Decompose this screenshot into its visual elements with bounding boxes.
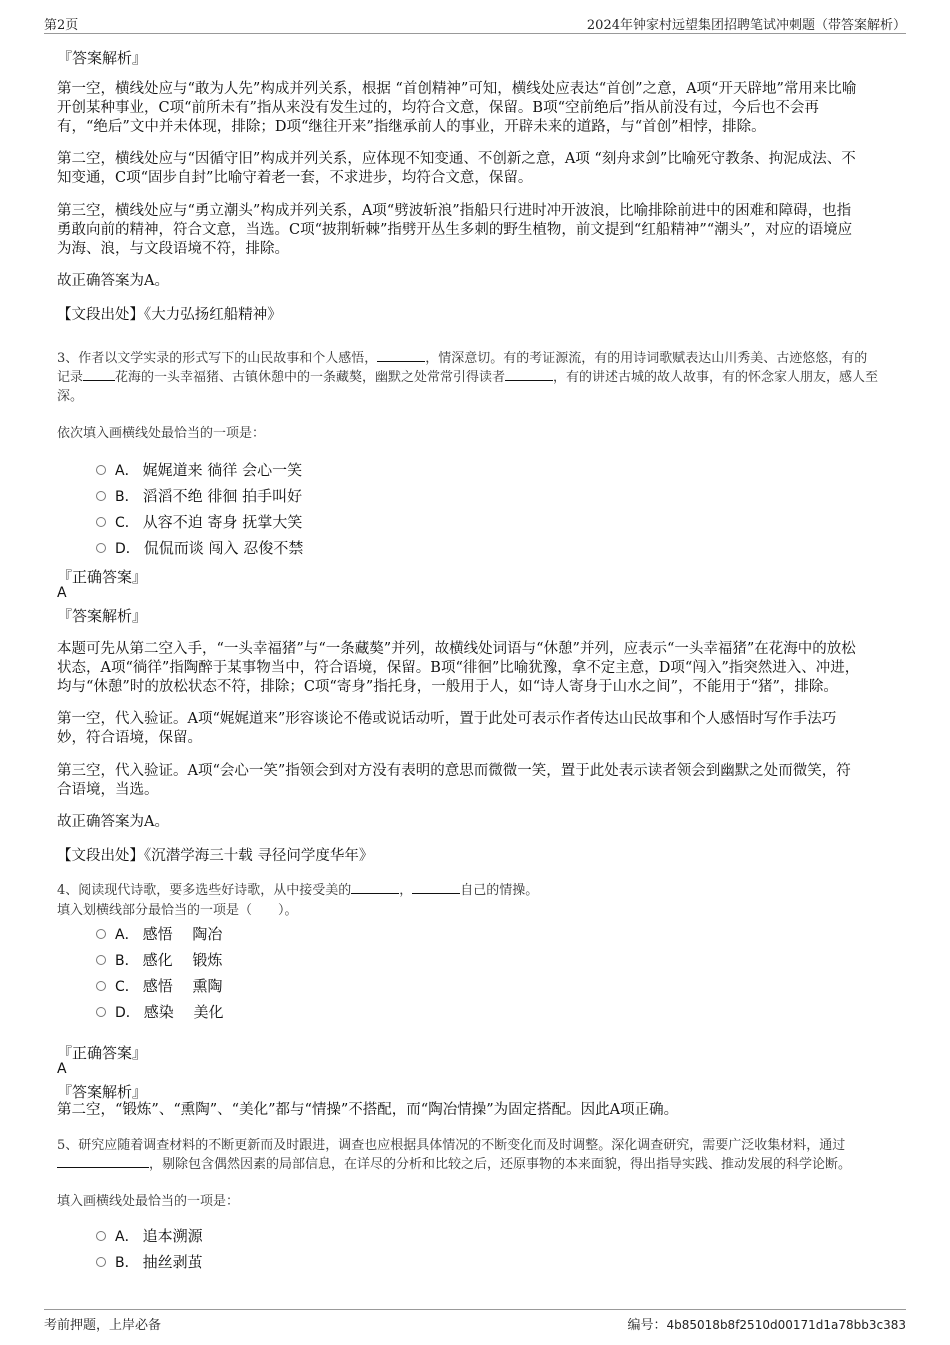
q3-option-d[interactable]: D． 侃侃而谈 闯入 忍俊不禁 (96, 538, 303, 559)
q2-analysis-paragraph-3: 第三空，横线处应与“勇立潮头”构成并列关系，A项“劈波斩浪”指船只行进时冲开波浪，比喻排除前进中的困难和障碍，也指 勇敢向前的精神，符合文意，当选。C项“披荆斩棘”指劈开丛生多刺的野生植物，前文提到“红船精神”“潮头”，对应的语境应 为海、浪，与文段语境不符，排除。 (57, 203, 853, 257)
q3-analysis-paragraph-2: 第一空，代入验证。A项“娓娓道来”形容谈论不倦或说话动听，置于此处可表示作者传达山民故事和个人感悟时写作手法巧 妙，符合语境，保留。 (57, 711, 837, 746)
q5-prompt: 填入画横线处最恰当的一项是： (57, 1194, 240, 1209)
q5-option-b[interactable]: B． 抽丝剥茧 (96, 1252, 203, 1273)
q4-prompt: 填入划横线部分最恰当的一项是（ ）。 (57, 903, 298, 918)
radio-icon[interactable] (96, 981, 106, 991)
radio-icon[interactable] (96, 491, 106, 501)
q4-analysis: 第二空，“锻炼”、“熏陶”、“美化”都与“情操”不搭配，而“陶冶情操”为固定搭配。因此A项正确。 (57, 1102, 679, 1118)
q4-option-b[interactable]: B． 感化 锻炼 (96, 950, 222, 971)
document-code: 编号：4b85018b8f2510d00171d1a78bb3c383 (627, 1318, 906, 1333)
correct-answer-label: 『正确答案』 (57, 1044, 148, 1062)
radio-icon[interactable] (96, 1007, 106, 1017)
radio-icon[interactable] (96, 465, 106, 475)
analysis-label: 『答案解析』 (57, 607, 148, 625)
q4-option-d[interactable]: D． 感染 美化 (96, 1002, 224, 1023)
q2-analysis-paragraph-1: 第一空，横线处应与“敢为人先”构成并列关系，根据 “首创精神”可知，横线处应表达“首创”之意，A项“开天辟地”常用来比喻 开创某种事业，C项“前所未有”指从来没有发生过的，均符合文意，保留。B项“空前绝后”指从前没有过，今后也不会再 有，“绝后”文中并未体现，排除；D项“继往开来”指继承前人的事业，开辟未来的道路，与“首创”相悖，排除。 (57, 81, 857, 135)
correct-answer-label: 『正确答案』 (57, 568, 148, 586)
footer-divider (44, 1309, 906, 1310)
q3-analysis-paragraph-3: 第三空，代入验证。A项“会心一笑”指领会到对方没有表明的意思而微微一笑，置于此处表示读者领会到幽默之处而微笑，符 合语境，当选。 (57, 763, 851, 798)
analysis-label: 『答案解析』 (57, 1083, 148, 1101)
page-number: 第2页 (44, 18, 79, 33)
q3-conclusion: 故正确答案为A。 (57, 814, 169, 830)
radio-icon[interactable] (96, 1231, 106, 1241)
radio-icon[interactable] (96, 1257, 106, 1267)
q2-analysis-paragraph-2: 第二空，横线处应与“因循守旧”构成并列关系，应体现不知变通、不创新之意，A项 “刻舟求剑”比喻死守教条、拘泥成法、不 知变通，C项“固步自封”比喻守着老一套，不求进步，均符合文意，保留。 (57, 151, 856, 186)
radio-icon[interactable] (96, 929, 106, 939)
q3-analysis-paragraph-1: 本题可先从第二空入手，“一头幸福猪”与“一条藏獒”并列，故横线处词语与“休憩”并列，应表示“一头幸福猪”在花海中的放松 状态，A项“徜徉”指陶醉于某事物当中，符合语境，保留。B项“徘徊”比喻犹豫，拿不定主意，D项“闯入”指突然进入、冲进， 均与“休憩”时的放松状态不符，排除；C项“寄身”指托身，一般用于人，如“诗人寄身于山水之间”，不能用于“猪”，排除。 (57, 641, 860, 695)
header-divider (44, 33, 906, 34)
q3-option-b[interactable]: B． 滔滔不绝 徘徊 拍手叫好 (96, 486, 302, 507)
analysis-label: 『答案解析』 (57, 49, 148, 67)
q4-answer: A (57, 1061, 67, 1077)
radio-icon[interactable] (96, 955, 106, 965)
footer-slogan: 考前押题，上岸必备 (44, 1318, 162, 1333)
q3-option-a[interactable]: A． 娓娓道来 徜徉 会心一笑 (96, 460, 302, 481)
q5-stem: 5、研究应随着调查材料的不断更新而及时跟进，调查也应根据具体情况的不断变化而及时调整。深化调查研究，需要广泛收集材料，通过 ，剔除包含偶然因素的局部信息，在详尽的分析和比较之后，还原事物的本来面貌，得出指导实践、推动发展的科学论断。 (57, 1138, 852, 1172)
q3-option-c[interactable]: C． 从容不迫 寄身 抚掌大笑 (96, 512, 302, 533)
radio-icon[interactable] (96, 543, 106, 553)
q4-option-a[interactable]: A． 感悟 陶冶 (96, 924, 222, 945)
q2-source: 【文段出处】《大力弘扬红船精神》 (57, 307, 282, 323)
q2-conclusion: 故正确答案为A。 (57, 273, 169, 289)
q4-option-c[interactable]: C． 感悟 熏陶 (96, 976, 223, 997)
q3-answer: A (57, 585, 67, 601)
document-title: 2024年钟家村远望集团招聘笔试冲刺题（带答案解析） (586, 18, 906, 33)
q3-stem: 3、作者以文学实录的形式写下的山民故事和个人感悟， ，情深意切。有的考证源流，有的用诗词歌赋表达山川秀美、古迹悠悠，有的 记录 花海的一头幸福猪、古镇休憩中的一条藏獒，幽默之处常常引得读者 ，有的讲述古城的故人故事，有的怀念家人朋友，感人至 深。 (57, 351, 879, 404)
q5-option-a[interactable]: A． 追本溯源 (96, 1226, 203, 1247)
q4-stem: 4、阅读现代诗歌，要多选些好诗歌，从中接受美的 ， 自己的情操。 (57, 883, 539, 898)
q3-prompt: 依次填入画横线处最恰当的一项是： (57, 426, 266, 441)
radio-icon[interactable] (96, 517, 106, 527)
q3-source: 【文段出处】《沉潜学海三十载 寻径问学度华年》 (57, 848, 374, 864)
